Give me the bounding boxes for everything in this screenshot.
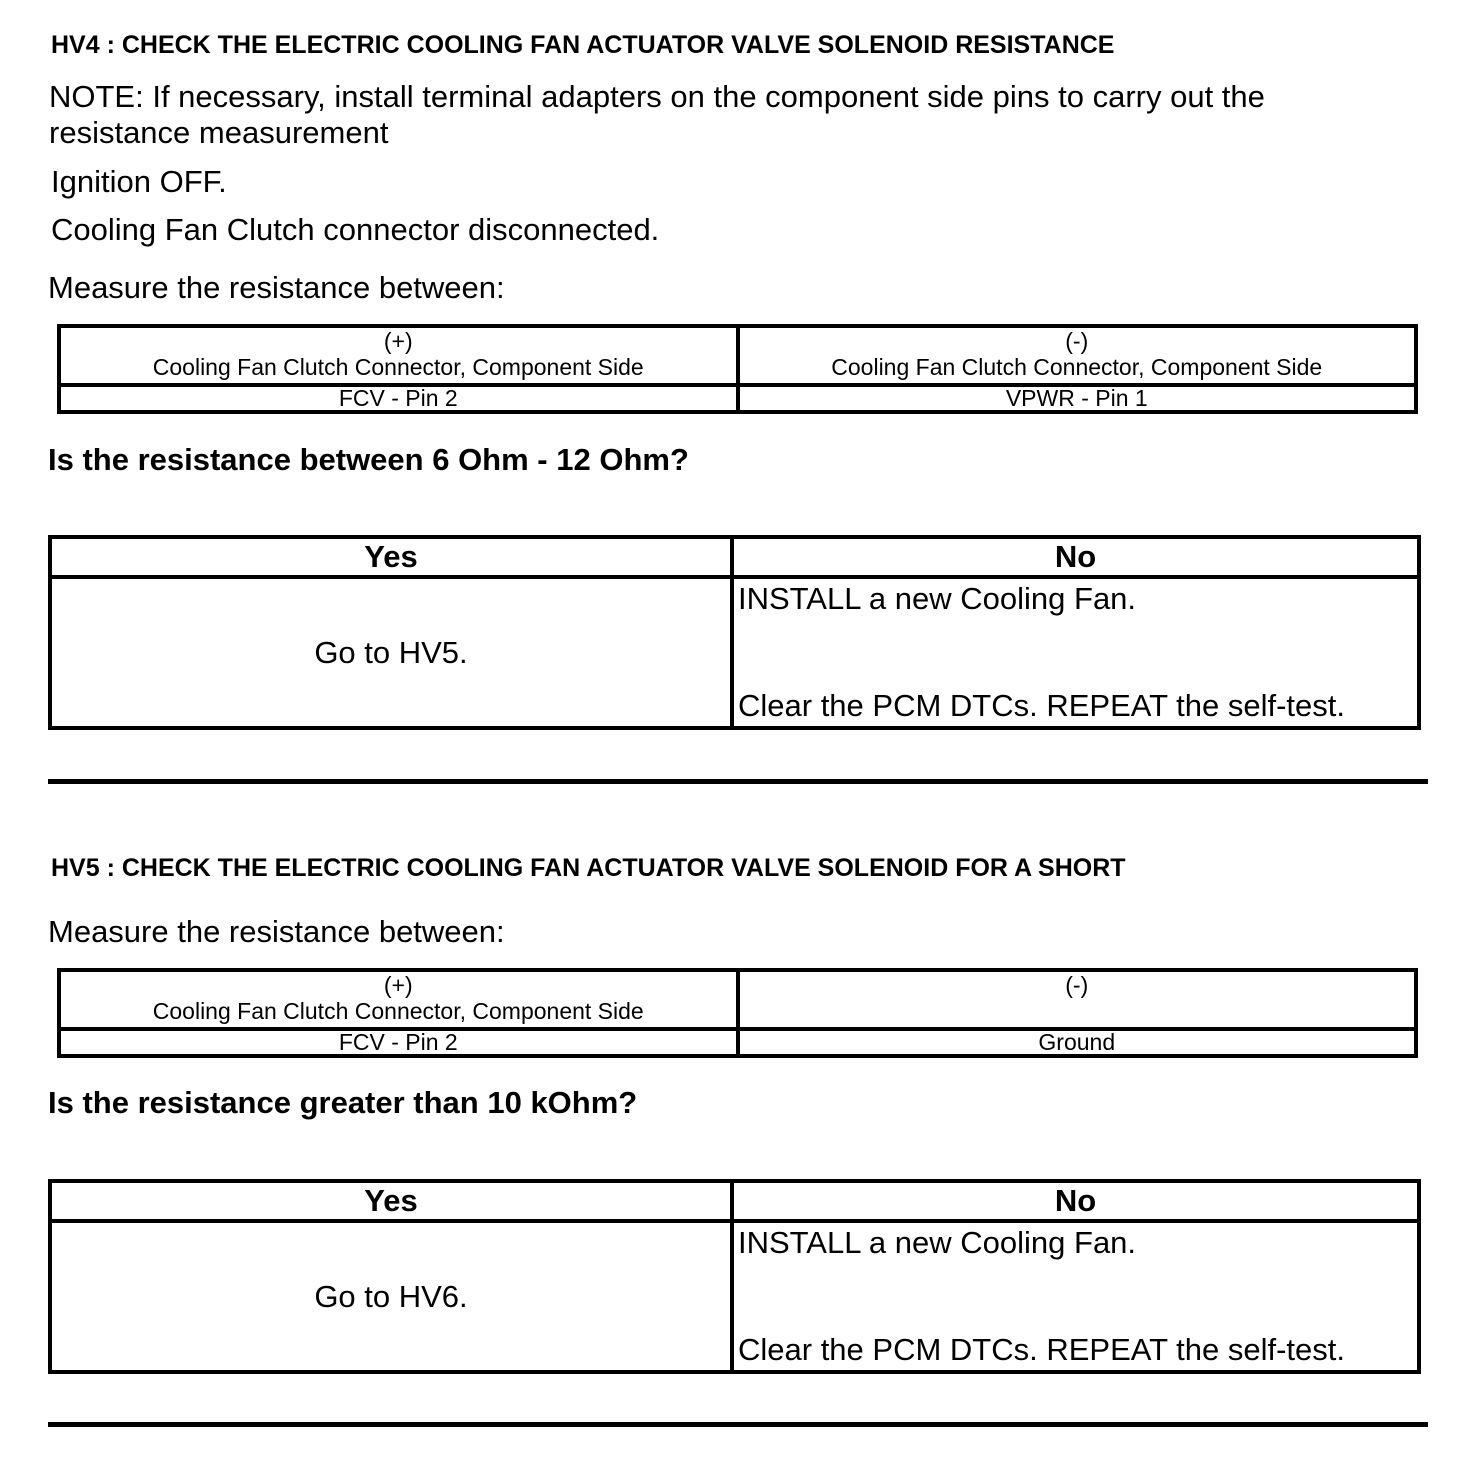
hv4-decision-table (48, 535, 1421, 730)
hv5-no-action-clear: Clear the PCM DTCs. REPEAT the self-test. (738, 1332, 1345, 1367)
plus-sign: (+) (383, 972, 413, 998)
hv4-heading: HV4 : CHECK THE ELECTRIC COOLING FAN ACTUATOR VALVE SOLENOID RESISTANCE (51, 31, 1115, 59)
hv5-yes-action: Go to HV6. (50, 1221, 732, 1372)
hv5-measure-label: Measure the resistance between: (48, 914, 505, 949)
hv4-no-header: No (732, 537, 1419, 577)
minus-sign: (-) (1065, 972, 1089, 998)
hv5-no-action (732, 1221, 1419, 1372)
hv4-yes-action: Go to HV5. (50, 577, 732, 728)
hv4-plus-header (59, 326, 738, 385)
hv4-note-line1: NOTE: If necessary, install terminal adapters on the component side pins to carry out the (49, 79, 1265, 114)
plus-connector-label: Cooling Fan Clutch Connector, Component Side (152, 354, 644, 380)
hv4-question: Is the resistance between 6 Ohm - 12 Ohm? (48, 442, 689, 477)
hv5-heading: HV5 : CHECK THE ELECTRIC COOLING FAN ACTUATOR VALVE SOLENOID FOR A SHORT (51, 854, 1126, 882)
hv4-note-line2: resistance measurement (49, 115, 389, 150)
hv4-measure-label: Measure the resistance between: (48, 270, 505, 305)
minus-sign: (-) (1065, 328, 1089, 354)
hv5-yes-header: Yes (50, 1181, 732, 1221)
hv4-yes-header: Yes (50, 537, 732, 577)
hv4-minus-pin: VPWR - Pin 1 (738, 385, 1417, 412)
hv4-step-connector: Cooling Fan Clutch connector disconnected. (51, 212, 660, 247)
hv5-measurement-table (57, 968, 1418, 1058)
hv4-minus-header (738, 326, 1417, 385)
minus-connector-label: Cooling Fan Clutch Connector, Component Side (831, 354, 1323, 380)
plus-sign: (+) (383, 328, 413, 354)
hv5-plus-header (59, 970, 738, 1029)
hv5-plus-pin: FCV - Pin 2 (59, 1029, 738, 1056)
hv4-no-action-install: INSTALL a new Cooling Fan. (738, 581, 1137, 616)
hv5-question: Is the resistance greater than 10 kOhm? (48, 1085, 638, 1120)
hv5-no-header: No (732, 1181, 1419, 1221)
section-divider (48, 779, 1428, 784)
section-divider (48, 1422, 1428, 1427)
hv4-step-ignition: Ignition OFF. (51, 164, 227, 199)
hv4-measurement-table (57, 324, 1418, 414)
hv4-no-action (732, 577, 1419, 728)
hv5-minus-ground: Ground (738, 1029, 1417, 1056)
hv4-no-action-clear: Clear the PCM DTCs. REPEAT the self-test. (738, 688, 1345, 723)
hv5-minus-header (738, 970, 1417, 1029)
hv5-decision-table (48, 1179, 1421, 1374)
plus-connector-label: Cooling Fan Clutch Connector, Component Side (152, 998, 644, 1024)
hv4-plus-pin: FCV - Pin 2 (59, 385, 738, 412)
hv5-no-action-install: INSTALL a new Cooling Fan. (738, 1225, 1137, 1260)
